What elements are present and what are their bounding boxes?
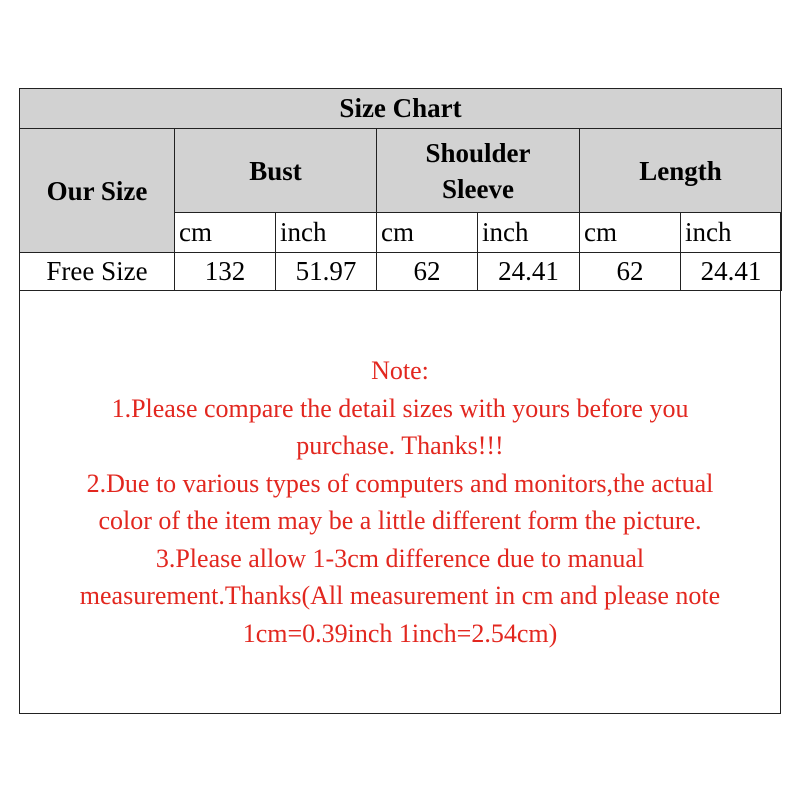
header-our-size: Our Size — [20, 129, 175, 253]
unit-bust-inch: inch — [276, 213, 377, 253]
note-line: 1cm=0.39inch 1inch=2.54cm) — [242, 618, 558, 648]
unit-length-cm: cm — [580, 213, 681, 253]
note-line: 2.Due to various types of computers and monitors,the actual — [86, 468, 714, 498]
unit-length-inch: inch — [681, 213, 782, 253]
title-row — [20, 89, 782, 129]
note-line: purchase. Thanks!!! — [296, 431, 504, 460]
note-line: 1.Please compare the detail sizes with yours before you — [111, 393, 689, 423]
header-row — [20, 129, 782, 213]
size-chart-table — [19, 88, 782, 291]
value-length-inch: 24.41 — [681, 253, 782, 291]
unit-shoulder-inch: inch — [478, 213, 580, 253]
table-row — [20, 253, 782, 291]
header-bust: Bust — [175, 129, 377, 213]
header-shoulder-sleeve — [377, 129, 580, 213]
unit-bust-cm: cm — [175, 213, 276, 253]
value-shoulder-cm: 62 — [377, 253, 478, 291]
value-bust-cm: 132 — [175, 253, 276, 291]
note-line: measurement.Thanks(All measurement in cm and please note — [79, 581, 721, 610]
size-chart-title: Size Chart — [20, 89, 782, 129]
value-bust-inch: 51.97 — [276, 253, 377, 291]
header-sleeve-label: Sleeve — [442, 173, 514, 204]
notes-section — [20, 352, 780, 652]
note-title: Note: — [371, 356, 429, 385]
size-label: Free Size — [20, 253, 175, 291]
value-length-cm: 62 — [580, 253, 681, 291]
unit-shoulder-cm: cm — [377, 213, 478, 253]
note-line: color of the item may be a little different form the picture. — [98, 506, 702, 535]
header-length: Length — [580, 129, 782, 213]
value-shoulder-inch: 24.41 — [478, 253, 580, 291]
note-line: 3.Please allow 1-3cm difference due to manual — [155, 543, 645, 573]
header-shoulder-label: Shoulder — [425, 137, 531, 168]
